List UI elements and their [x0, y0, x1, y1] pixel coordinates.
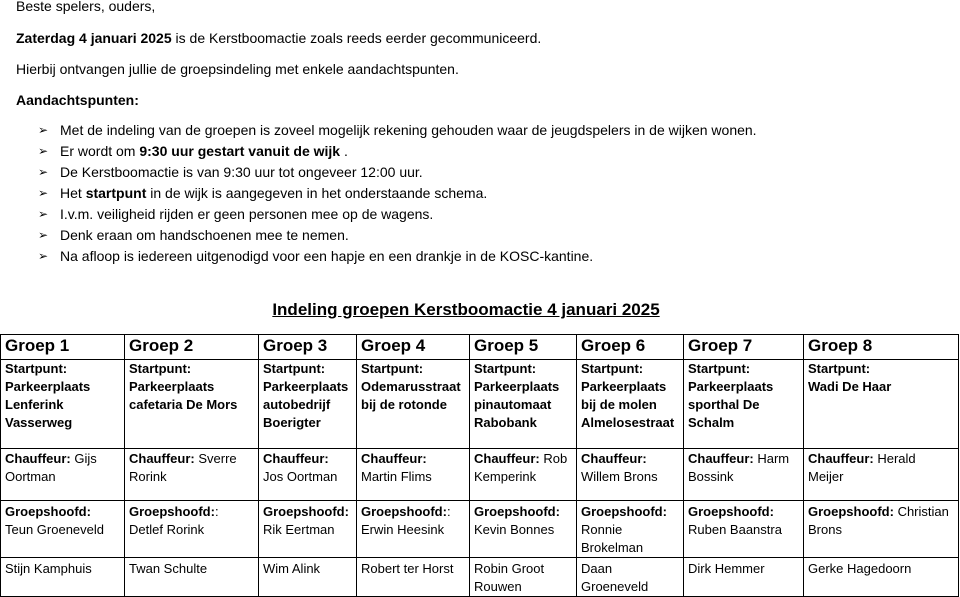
arrow-bullet-icon: ➢ [38, 207, 49, 221]
table-cell [357, 449, 470, 501]
chauffeur-name: Harm Bossink [688, 451, 790, 484]
chauffeur-name: Martin Flims [361, 469, 432, 484]
group-header: Groep 8 [804, 335, 959, 360]
table-cell: Dirk Hemmer [684, 558, 804, 597]
table-cell: Robin Groot Rouwen [470, 558, 577, 597]
chauffeur-name: Jos Oortman [263, 469, 338, 484]
table-cell [357, 360, 470, 449]
start-label: Startpunt: [5, 361, 68, 376]
groepshoofd-label: Groepshoofd: [474, 504, 560, 519]
group-header: Groep 2 [125, 335, 259, 360]
start-value: Parkeerplaats autobedrijf Boerigter [263, 379, 349, 430]
chauffeur-name: Rob Kemperink [474, 451, 568, 484]
table-cell [577, 501, 684, 558]
start-value: Parkeerplaats bij de molen Almelosestraat [581, 379, 675, 430]
table-cell [804, 449, 959, 501]
table-cell [577, 360, 684, 449]
chauffeur-label: Chauffeur: [129, 451, 195, 466]
table-cell [125, 501, 259, 558]
table-cell [470, 449, 577, 501]
greeting: Beste spelers, ouders, [16, 0, 156, 14]
groups-table [0, 334, 959, 597]
bullet-text: Het [60, 185, 86, 201]
table-cell [259, 449, 357, 501]
table-cell: Robert ter Horst [357, 558, 470, 597]
table-title: Indeling groepen Kerstboomactie 4 januari 2025 [272, 300, 660, 319]
groepshoofd-label: Groepshoofd: [263, 504, 349, 519]
arrow-bullet-icon: ➢ [38, 165, 49, 179]
group-header: Groep 1 [1, 335, 125, 360]
table-cell [1, 501, 125, 558]
table-cell [125, 449, 259, 501]
chauffeur-name: Sverre Rorink [129, 451, 237, 484]
start-value: Parkeerplaats pinautomaat Rabobank [474, 379, 560, 430]
bullet-text: Met de indeling van de groepen is zoveel mogelijk rekening gehouden waar de jeugdspelers in de wijken wonen. [60, 122, 757, 138]
table-cell: Gerke Hagedoorn [804, 558, 959, 597]
group-header: Groep 3 [259, 335, 357, 360]
label-separator: : [214, 504, 219, 519]
group-header: Groep 7 [684, 335, 804, 360]
groepshoofd-label: Groepshoofd: [361, 504, 447, 519]
date-bold: Zaterdag 4 januari 2025 [16, 30, 172, 46]
bullet-text: I.v.m. veiligheid rijden er geen personen mee op de wagens. [60, 206, 434, 222]
bullet-bold: 9:30 uur gestart vanuit de wijk [139, 143, 341, 159]
chauffeur-label: Chauffeur: [808, 451, 874, 466]
points-list [38, 121, 757, 268]
chauffeur-name: Gijs Oortman [5, 451, 97, 484]
table-row-chauffeur [1, 449, 959, 501]
start-label: Startpunt: [474, 361, 537, 376]
label-separator: : [446, 504, 451, 519]
table-cell [259, 360, 357, 449]
list-item [38, 184, 757, 205]
groepshoofd-name: Ruben Baanstra [688, 522, 782, 537]
table-cell: Wim Alink [259, 558, 357, 597]
arrow-bullet-icon: ➢ [38, 228, 49, 242]
table-cell [804, 501, 959, 558]
group-header: Groep 5 [470, 335, 577, 360]
table-cell [1, 449, 125, 501]
start-label: Startpunt: [688, 361, 751, 376]
groepshoofd-name: Rik Eertman [263, 522, 335, 537]
table-cell: Stijn Kamphuis [1, 558, 125, 597]
groepshoofd-name: Ronnie Brokelman [581, 522, 644, 555]
table-cell [684, 501, 804, 558]
bullet-text-after: in de wijk is aangegeven in het onderstaande schema. [146, 185, 488, 201]
groepshoofd-name: Erwin Heesink [361, 522, 445, 537]
chauffeur-label: Chauffeur: [263, 451, 329, 466]
table-cell [470, 360, 577, 449]
table-cell [125, 360, 259, 449]
start-value: Odemarusstraat bij de rotonde [361, 379, 461, 412]
chauffeur-label: Chauffeur: [361, 451, 427, 466]
bullet-text: Er wordt om [60, 143, 140, 159]
group-header: Groep 4 [357, 335, 470, 360]
groepshoofd-label: Groepshoofd: [808, 504, 894, 519]
table-cell [470, 501, 577, 558]
info-paragraph: Hierbij ontvangen jullie de groepsindeling met enkele aandachtspunten. [16, 61, 459, 77]
table-cell [1, 360, 125, 449]
start-value: Parkeerplaats Lenferink Vasserweg [5, 379, 91, 430]
table-row-groepshoofd [1, 501, 959, 558]
start-value: Parkeerplaats cafetaria De Mors [129, 379, 238, 412]
chauffeur-name: Willem Brons [581, 469, 658, 484]
groepshoofd-label: Groepshoofd: [129, 504, 215, 519]
groepshoofd-name: Detlef Rorink [129, 522, 205, 537]
arrow-bullet-icon: ➢ [38, 186, 49, 200]
chauffeur-label: Chauffeur: [688, 451, 754, 466]
groepshoofd-label: Groepshoofd: [581, 504, 667, 519]
list-item [38, 247, 757, 268]
groepshoofd-label: Groepshoofd: [688, 504, 774, 519]
table-row-startpunt [1, 360, 959, 449]
start-label: Startpunt: [361, 361, 424, 376]
arrow-bullet-icon: ➢ [38, 123, 49, 137]
table-cell [577, 449, 684, 501]
start-label: Startpunt: [581, 361, 644, 376]
points-heading: Aandachtspunten: [16, 92, 139, 108]
table-row-member [1, 558, 959, 597]
groepshoofd-name: Teun Groeneveld [5, 522, 105, 537]
start-label: Startpunt: [808, 361, 871, 376]
bullet-text: Na afloop is iedereen uitgenodigd voor een hapje en een drankje in de KOSC-kantine. [60, 248, 594, 264]
date-rest: is de Kerstboomactie zoals reeds eerder gecommuniceerd. [171, 30, 542, 46]
date-paragraph [16, 29, 541, 47]
chauffeur-label: Chauffeur: [581, 451, 647, 466]
chauffeur-name: Herald Meijer [808, 451, 916, 484]
list-item [38, 163, 757, 184]
list-item [38, 142, 757, 163]
table-cell [804, 360, 959, 449]
list-item [38, 121, 757, 142]
table-header-row [1, 335, 959, 360]
table-cell [357, 501, 470, 558]
arrow-bullet-icon: ➢ [38, 144, 49, 158]
groepshoofd-name: Kevin Bonnes [474, 522, 555, 537]
bullet-text: Denk eraan om handschoenen mee te nemen. [60, 227, 349, 243]
arrow-bullet-icon: ➢ [38, 249, 49, 263]
bullet-text: De Kerstboomactie is van 9:30 uur tot ongeveer 12:00 uur. [60, 164, 423, 180]
bullet-text-after: . [340, 143, 348, 159]
list-item [38, 205, 757, 226]
groepshoofd-name: Christian Brons [808, 504, 949, 537]
chauffeur-label: Chauffeur: [5, 451, 71, 466]
group-header: Groep 6 [577, 335, 684, 360]
start-label: Startpunt: [263, 361, 326, 376]
table-cell [684, 360, 804, 449]
groepshoofd-label: Groepshoofd: [5, 504, 91, 519]
chauffeur-label: Chauffeur: [474, 451, 540, 466]
table-cell: Twan Schulte [125, 558, 259, 597]
bullet-bold: startpunt [85, 185, 147, 201]
start-value: Wadi De Haar [808, 379, 892, 394]
table-cell: Daan Groeneveld [577, 558, 684, 597]
start-value: Parkeerplaats sporthal De Schalm [688, 379, 774, 430]
table-cell [259, 501, 357, 558]
start-label: Startpunt: [129, 361, 192, 376]
table-cell [684, 449, 804, 501]
list-item [38, 226, 757, 247]
